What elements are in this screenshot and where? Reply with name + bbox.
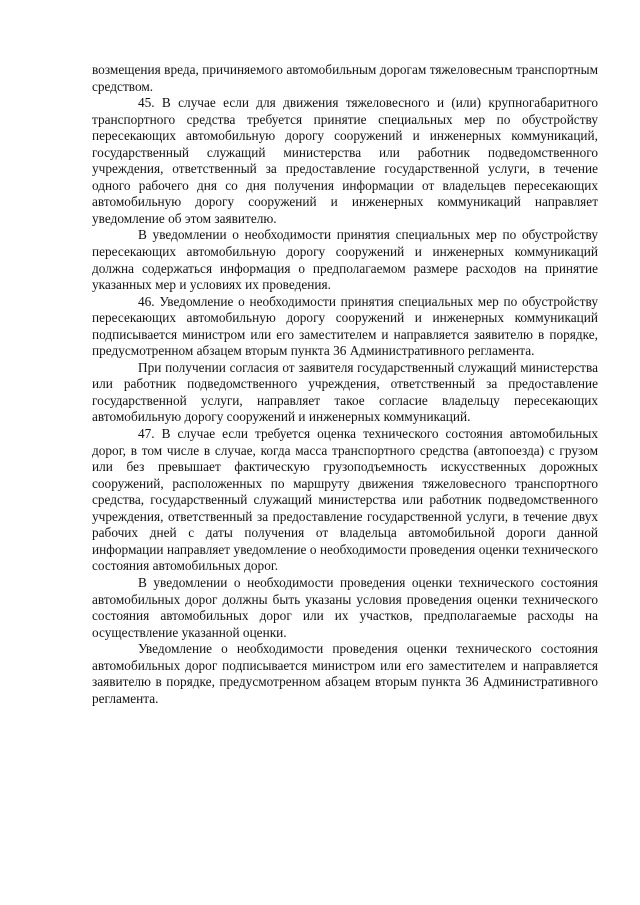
paragraph-item-47: 47. В случае если требуется оценка технического состояния автомобильных дорог, в том числе в случае, когда масса транспортного средства (автопоезда) с грузом или без превышает фактическую грузоподъемность искусственных дорожных сооружений, расположенных по маршруту движения тяжеловесного транспортного средства, государственный служащий министерства или работник подведомственного учреждения, ответственный за предоставление государственной услуги, в течение двух рабочих дней с даты получения от владельца автомобильной дороги данной информации направляет уведомление о необходимости проведения оценки технического состояния автомобильных дорог. [92, 426, 598, 574]
paragraph-consent: При получении согласия от заявителя государственный служащий министерства или работник подведомственного учреждения, ответственный за предоставление государственной услуги, направляет такое согласие владельцу пересекающих автомобильную дорогу сооружений и инженерных коммуникаций. [92, 359, 598, 425]
paragraph-assessment-notice: В уведомлении о необходимости проведения оценки технического состояния автомобильных дорог должны быть указаны условия проведения оценки технического состояния автомобильных дорог или их участков, предполагаемые расходы на осуществление указанной оценки. [92, 574, 598, 640]
paragraph-notice-content: В уведомлении о необходимости принятия специальных мер по обустройству пересекающих автомобильную дорогу сооружений и инженерных коммуникаций должна содержаться информация о предполагаемом размере расходов на принятие указанных мер и условиях их проведения. [92, 227, 598, 293]
paragraph-assessment-signing: Уведомление о необходимости проведения оценки технического состояния автомобильных дорог подписывается министром или его заместителем и направляется заявителю в порядке, предусмотренном абзацем вторым пункта 36 Административного регламента. [92, 641, 598, 706]
document-body [92, 62, 598, 707]
paragraph-item-45: 45. В случае если для движения тяжеловесного и (или) крупногабаритного транспортного средства требуется принятие специальных мер по обустройству пересекающих автомобильную дорогу сооружений и инженерных коммуникаций, государственный служащий министерства или работник подведомственного учреждения, ответственный за предоставление государственной услуги, в течение одного рабочего дня со дня получения информации от владельцев пересекающих автомобильную дорогу сооружений и инженерных коммуникаций направляет уведомление об этом заявителю. [92, 95, 598, 226]
paragraph-continuation: возмещения вреда, причиняемого автомобильным дорогам тяжеловесным транспортным средством. [92, 62, 598, 94]
paragraph-item-46: 46. Уведомление о необходимости принятия специальных мер по обустройству пересекающих автомобильную дорогу сооружений и инженерных коммуникаций подписывается министром или его заместителем и направляется заявителю в порядке, предусмотренном абзацем вторым пункта 36 Административного регламента. [92, 293, 598, 359]
